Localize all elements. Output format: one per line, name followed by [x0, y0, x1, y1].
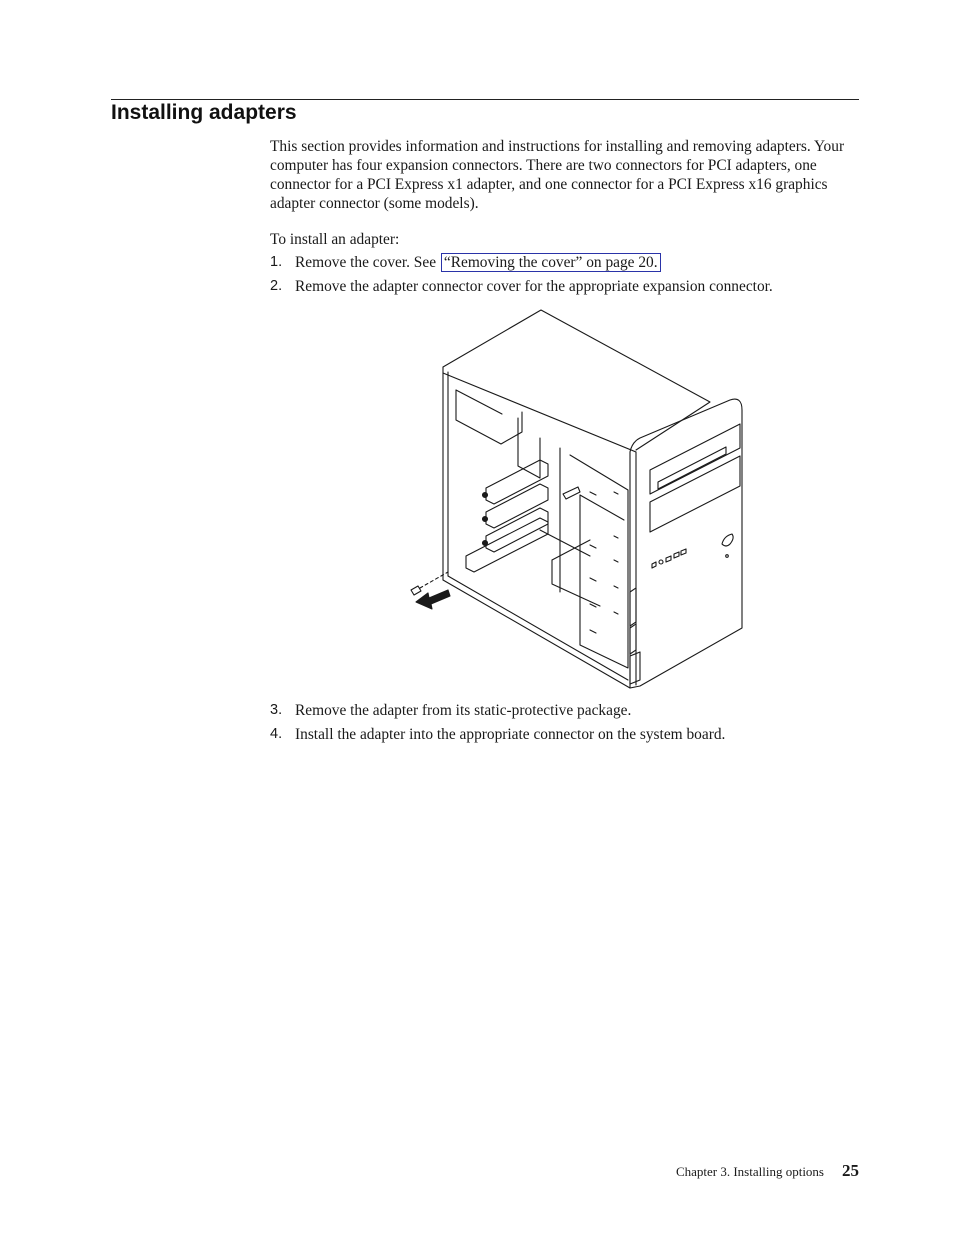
footer-chapter-title: Chapter 3. Installing options — [675, 1164, 824, 1179]
section-title: Installing adapters — [111, 101, 297, 124]
step-text: Remove the adapter from its static-protective package. — [295, 702, 632, 719]
heading-rule — [111, 99, 859, 100]
step-text: Remove the adapter connector cover for the appropriate expansion connector. — [295, 277, 773, 295]
step-text: Install the adapter into the appropriate connector on the system board. — [295, 725, 726, 743]
removing-cover-link[interactable]: “Removing the cover” on page 20. — [441, 253, 661, 272]
page-footer — [676, 1161, 859, 1181]
step-number: 3. — [270, 702, 283, 718]
page-number: 25 — [842, 1161, 859, 1180]
step-text: Remove the cover. See — [295, 254, 437, 271]
intro-paragraph: This section provides information and instructions for installing and removing adapters. Your computer has four expansion connectors. There are two connectors for PCI adapters, one connector for a PCI Express x1 adapter, and one connector for a PCI Express x16 graphics adapter connector (some models). — [270, 138, 845, 212]
step-3 — [270, 701, 860, 720]
step-4 — [270, 725, 860, 744]
step-number: 1. — [270, 254, 283, 270]
procedure-steps-part-2 — [270, 701, 860, 748]
procedure-steps-part-1 — [270, 253, 860, 300]
adapter-cover-removal-illustration — [405, 306, 750, 691]
step-number: 4. — [270, 725, 283, 742]
step-2 — [270, 277, 860, 296]
procedure-lead: To install an adapter: — [270, 231, 400, 248]
step-1 — [270, 253, 860, 272]
step-number: 2. — [270, 277, 283, 294]
